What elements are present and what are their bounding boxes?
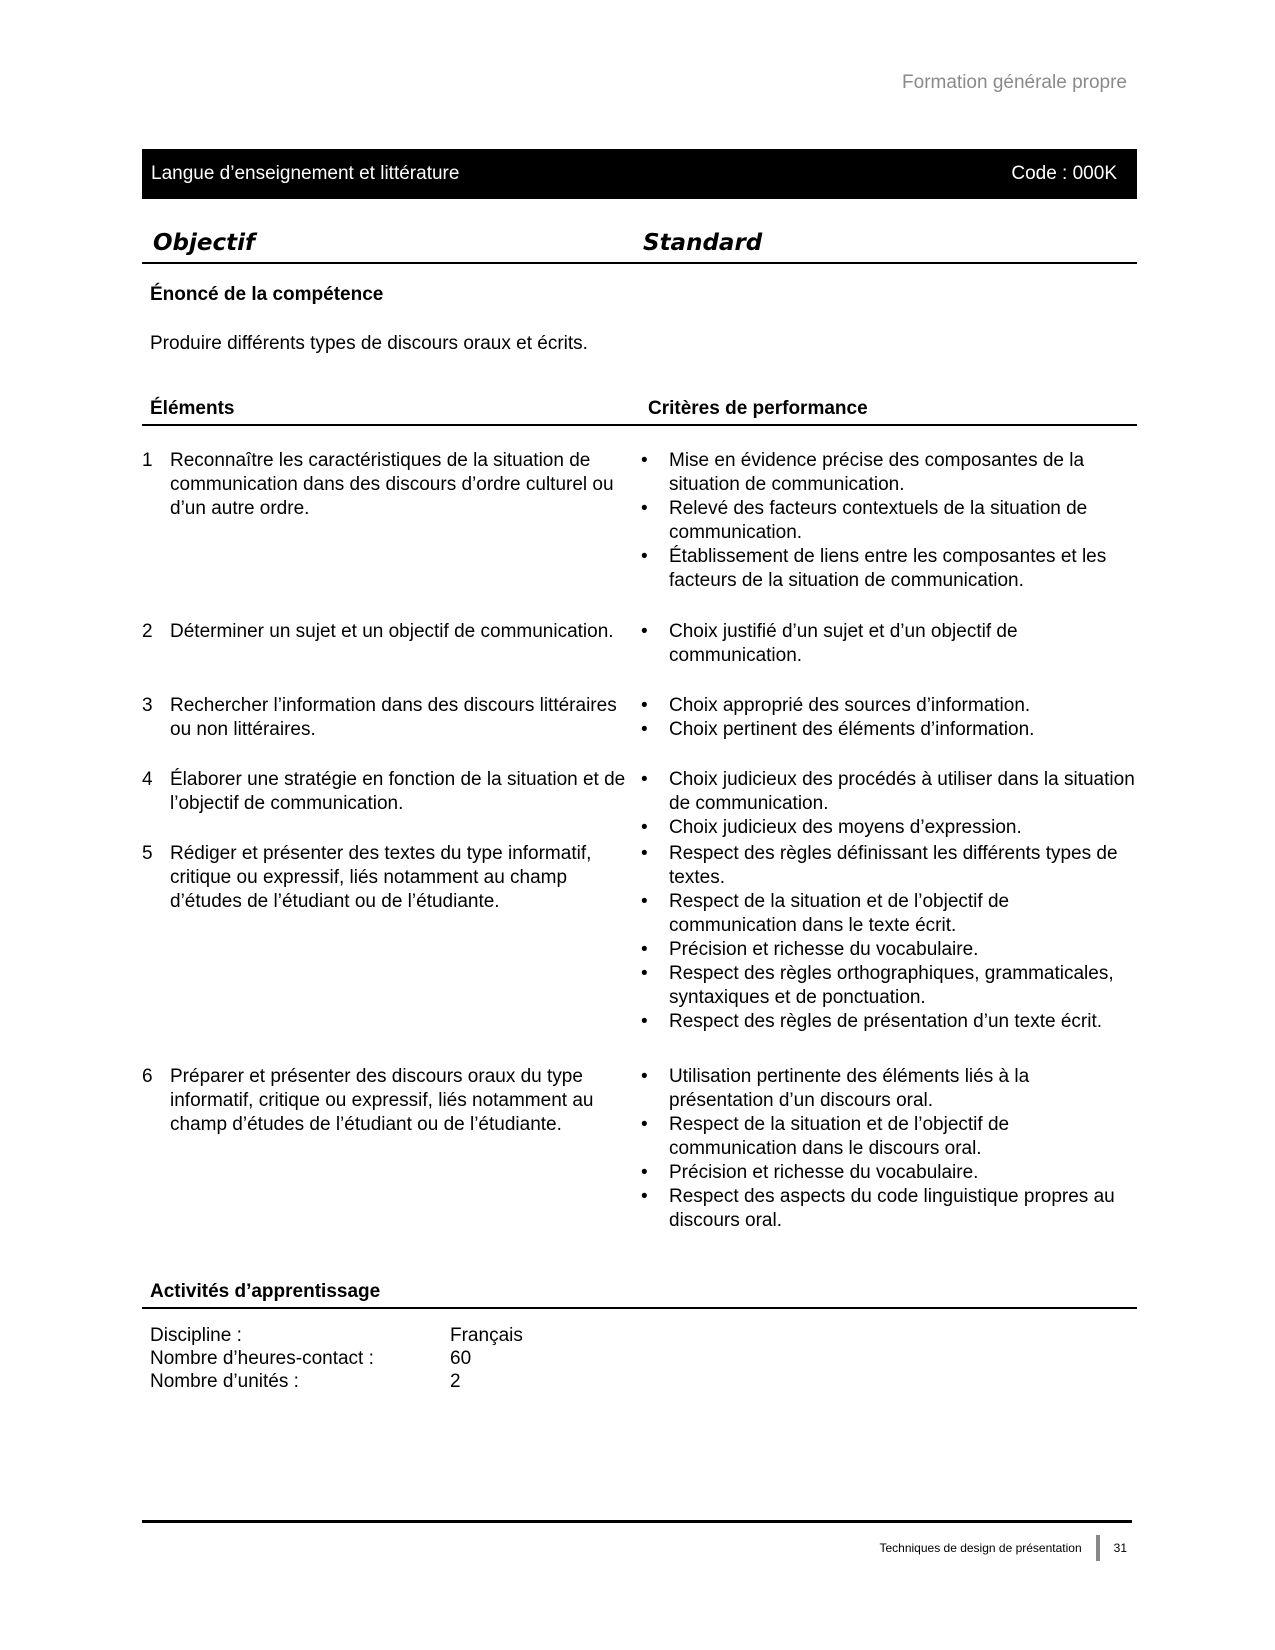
bullet-icon: • xyxy=(641,498,648,519)
element-number: 1 xyxy=(142,450,153,471)
list-item: • Choix approprié des sources d’information. xyxy=(637,694,1137,718)
bullet-icon: • xyxy=(641,695,648,716)
criteria-row-4 xyxy=(637,768,1137,840)
elements-header: Éléments xyxy=(150,398,235,419)
list-item: • Précision et richesse du vocabulaire. xyxy=(637,938,1137,962)
element-text: Élaborer une stratégie en fonction de la situation et de l’objectif de communication. xyxy=(170,769,626,814)
element-text: Déterminer un sujet et un objectif de communication. xyxy=(170,621,614,642)
criteria-row-6 xyxy=(637,1065,1137,1233)
list-item: • Respect de la situation et de l’objectif de communication dans le discours oral. xyxy=(637,1113,1137,1161)
bullet-icon: • xyxy=(641,769,648,790)
criteria-row-2 xyxy=(637,620,1137,668)
running-header: Formation générale propre xyxy=(902,72,1127,93)
bullet-icon: • xyxy=(641,939,648,960)
divider xyxy=(142,424,1137,426)
list-item: • Respect de la situation et de l’objectif de communication dans le texte écrit. xyxy=(637,890,1137,938)
activity-row: Discipline : Français xyxy=(150,1325,523,1346)
bullet-icon: • xyxy=(641,450,648,471)
activity-row: Nombre d’unités : 2 xyxy=(150,1371,461,1392)
divider xyxy=(142,262,1137,264)
element-text: Rechercher l’information dans des discours littéraires ou non littéraires. xyxy=(170,695,617,740)
bullet-icon: • xyxy=(641,1186,648,1207)
course-name: Langue d’enseignement et littérature xyxy=(151,163,460,184)
bullet-icon: • xyxy=(641,1162,648,1183)
bullet-icon: • xyxy=(641,1114,648,1135)
page-number: 31 xyxy=(1113,1541,1127,1555)
bullet-icon: • xyxy=(641,719,648,740)
bullet-icon: • xyxy=(641,1011,648,1032)
criteria-header: Critères de performance xyxy=(648,398,868,419)
list-item: • Précision et richesse du vocabulaire. xyxy=(637,1161,1137,1185)
list-item: • Choix judicieux des moyens d’expression. xyxy=(637,816,1137,840)
criteria-row-3 xyxy=(637,694,1137,742)
bullet-icon: • xyxy=(641,963,648,984)
list-item: • Respect des règles orthographiques, grammaticales, syntaxiques et de ponctuation. xyxy=(637,962,1137,1010)
activities-label: Activités d’apprentissage xyxy=(150,1281,381,1302)
element-row-1 xyxy=(142,449,632,521)
standard-heading: Standard xyxy=(643,230,763,256)
element-text: Reconnaître les caractéristiques de la situation de communication dans des discours d’ordre culturel ou d’un autre ordre. xyxy=(170,450,614,519)
page-footer xyxy=(879,1535,1127,1561)
divider xyxy=(142,1307,1137,1309)
element-number: 6 xyxy=(142,1066,153,1087)
list-item: • Choix justifié d’un sujet et d’un objectif de communication. xyxy=(637,620,1137,668)
list-item: • Mise en évidence précise des composantes de la situation de communication. xyxy=(637,449,1137,497)
footer-program: Techniques de design de présentation xyxy=(879,1541,1082,1555)
element-text: Préparer et présenter des discours oraux du type informatif, critique ou expressif, liés notamment au champ d’études de l’étudiant ou de l’étudiante. xyxy=(170,1066,594,1135)
element-number: 2 xyxy=(142,621,153,642)
bullet-icon: • xyxy=(641,817,648,838)
competence-text: Produire différents types de discours oraux et écrits. xyxy=(150,333,588,354)
course-title-bar xyxy=(142,149,1137,199)
activity-row: Nombre d’heures-contact : 60 xyxy=(150,1348,472,1369)
course-code: Code : 000K xyxy=(1011,163,1117,184)
criteria-row-5 xyxy=(637,842,1137,1034)
list-item: • Choix pertinent des éléments d’information. xyxy=(637,718,1137,742)
list-item: • Respect des règles de présentation d’un texte écrit. xyxy=(637,1010,1137,1034)
list-item: • Respect des aspects du code linguistique propres au discours oral. xyxy=(637,1185,1137,1233)
footer-divider xyxy=(142,1520,1132,1523)
element-row-6 xyxy=(142,1065,632,1137)
element-row-3 xyxy=(142,694,632,742)
activities-table xyxy=(150,1324,523,1393)
footer-separator xyxy=(1096,1535,1100,1561)
list-item: • Établissement de liens entre les composantes et les facteurs de la situation de communication. xyxy=(637,545,1137,593)
bullet-icon: • xyxy=(641,891,648,912)
element-row-4 xyxy=(142,768,632,816)
element-text: Rédiger et présenter des textes du type informatif, critique ou expressif, liés notamment au champ d’études de l’étudiant ou de l’étudiante. xyxy=(170,843,592,912)
bullet-icon: • xyxy=(641,1066,648,1087)
list-item: • Relevé des facteurs contextuels de la situation de communication. xyxy=(637,497,1137,545)
competence-label: Énoncé de la compétence xyxy=(150,284,384,305)
element-number: 3 xyxy=(142,695,153,716)
list-item: • Respect des règles définissant les différents types de textes. xyxy=(637,842,1137,890)
bullet-icon: • xyxy=(641,843,648,864)
list-item: • Choix judicieux des procédés à utiliser dans la situation de communication. xyxy=(637,768,1137,816)
element-number: 5 xyxy=(142,843,153,864)
element-row-2 xyxy=(142,620,632,644)
bullet-icon: • xyxy=(641,546,648,567)
bullet-icon: • xyxy=(641,621,648,642)
list-item: • Utilisation pertinente des éléments liés à la présentation d’un discours oral. xyxy=(637,1065,1137,1113)
element-row-5 xyxy=(142,842,632,914)
criteria-row-1 xyxy=(637,449,1137,593)
element-number: 4 xyxy=(142,769,153,790)
objective-heading: Objectif xyxy=(153,230,256,256)
